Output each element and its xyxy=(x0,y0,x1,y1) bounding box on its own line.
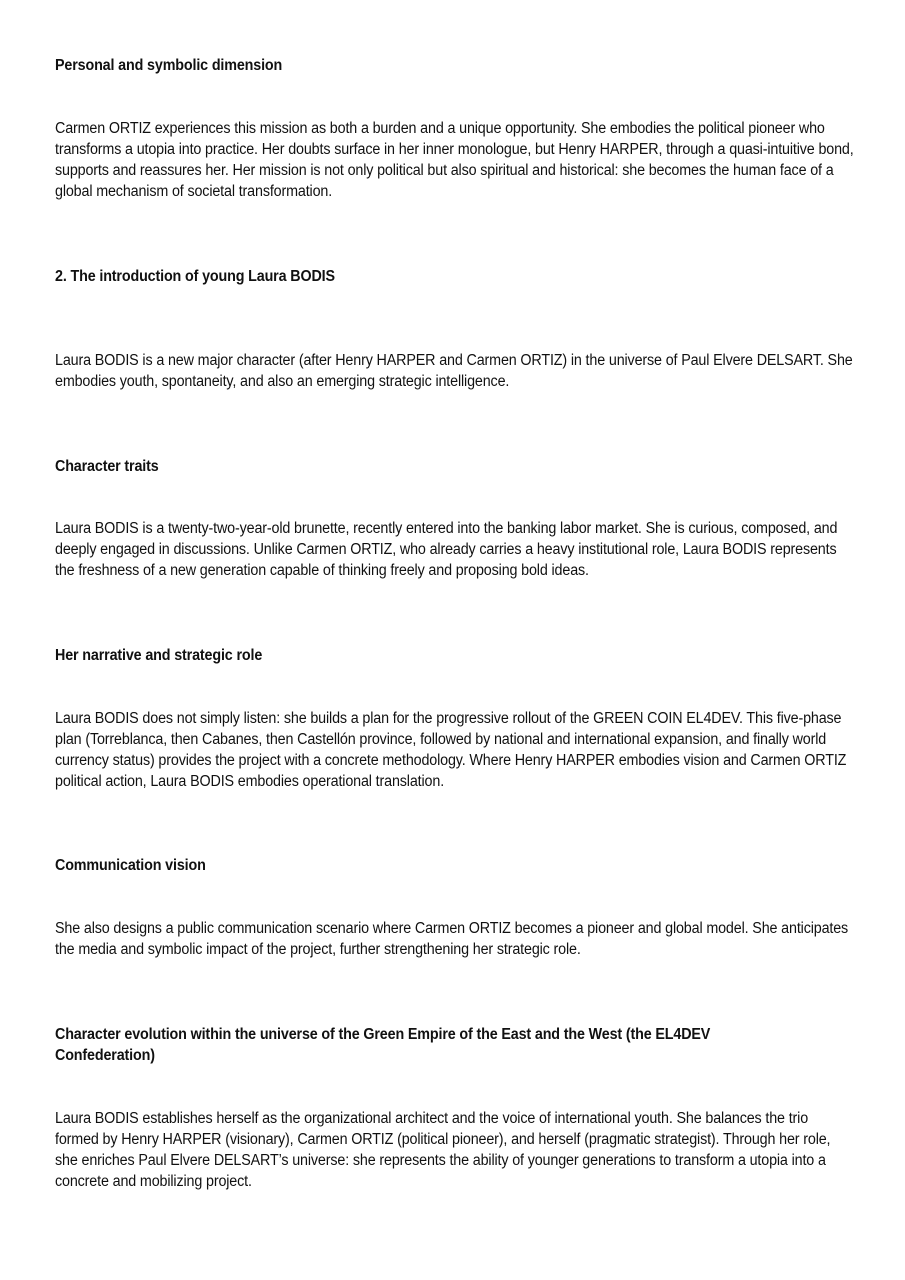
paragraph-character-evolution: Laura BODIS establishes herself as the organizational architect and the voice of international youth. She balances the trio formed by Henry HARPER (visionary), Carmen ORTIZ (political pioneer), and herself (pragmatic strategist). Through her role, she enriches Paul Elvere DELSART’s universe: she represents the ability of younger generations to transform a utopia into a concrete and mobilizing project. xyxy=(55,1110,831,1190)
paragraph-narrative-role: Laura BODIS does not simply listen: she builds a plan for the progressive rollout of the GREEN COIN EL4DEV. This five-phase plan (Torreblanca, then Cabanes, then Castellón province, followed by national and international expansion, and finally world currency status) provides the project with a concrete methodology. Where Henry HARPER embodies vision and Carmen ORTIZ political action, Laura BODIS embodies operational translation. xyxy=(55,710,847,790)
section-heading-communication-vision: Communication vision xyxy=(55,857,206,874)
section-heading-introduction-laura: 2. The introduction of young Laura BODIS xyxy=(55,268,335,285)
paragraph-character-traits: Laura BODIS is a twenty-two-year-old brunette, recently entered into the banking labor market. She is curious, composed, and deeply engaged in discussions. Unlike Carmen ORTIZ, who already carries a heavy institutional role, Laura BODIS represents the freshness of a new generation capable of thinking freely and proposing bold ideas. xyxy=(55,520,838,579)
section-heading-narrative-role: Her narrative and strategic role xyxy=(55,647,263,664)
section-heading-personal-symbolic: Personal and symbolic dimension xyxy=(55,57,283,74)
section-heading-character-evolution: Character evolution within the universe of the Green Empire of the East and the West (the EL4DEV Confederation) xyxy=(55,1026,711,1064)
paragraph-communication-vision: She also designs a public communication scenario where Carmen ORTIZ becomes a pioneer and global model. She anticipates the media and symbolic impact of the project, further strengthening her strategic role. xyxy=(55,920,849,958)
paragraph-introduction-laura: Laura BODIS is a new major character (after Henry HARPER and Carmen ORTIZ) in the universe of Paul Elvere DELSART. She embodies youth, spontaneity, and also an emerging strategic intelligence. xyxy=(55,352,853,390)
paragraph-personal-symbolic: Carmen ORTIZ experiences this mission as both a burden and a unique opportunity. She embodies the political pioneer who transforms a utopia into practice. Her doubts surface in her inner monologue, but Henry HARPER, through a quasi-intuitive bond, supports and reassures her. Her mission is not only political but also spiritual and historical: she becomes the human face of a global mechanism of societal transformation. xyxy=(55,120,854,200)
section-heading-character-traits: Character traits xyxy=(55,458,159,475)
